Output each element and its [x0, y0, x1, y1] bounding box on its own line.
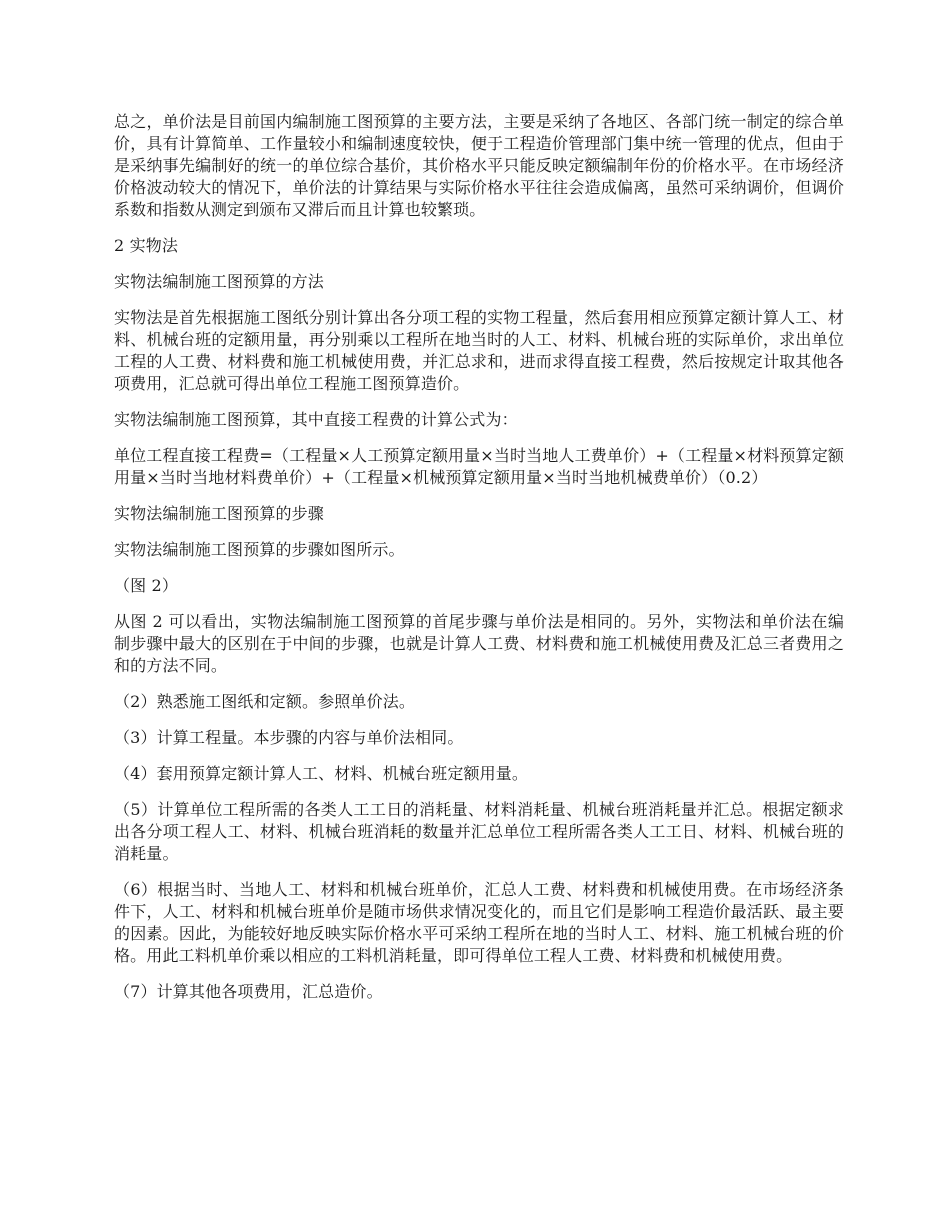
subheading-method: 实物法编制施工图预算的方法: [114, 272, 324, 291]
list-item-step-3: （3）计算工程量。本步骤的内容与单价法相同。: [114, 728, 464, 747]
paragraph-figure-explanation: 从图 2 可以看出，实物法编制施工图预算的首尾步骤与单价法是相同的。另外，实物法和单价法在编制步骤中最大的区别在于中间的步骤，也就是计算人工费、材料费和施工机械使用费及汇总三者费用之和的方法不同。: [114, 612, 844, 675]
paragraph-method-description: 实物法是首先根据施工图纸分别计算出各分项工程的实物工程量，然后套用相应预算定额计算人工、材料、机械台班的定额用量，再分别乘以工程所在地当时的人工、材料、机械台班的实际单价，求出单位工程的人工费、材料费和施工机械使用费，并汇总求和，进而求得直接工程费，然后按规定计取其他各项费用，汇总就可得出单位工程施工图预算造价。: [114, 308, 844, 393]
document-body: [114, 111, 844, 1017]
paragraph-formula-intro: 实物法编制施工图预算，其中直接工程费的计算公式为：: [114, 410, 518, 429]
list-item-step-4: （4）套用预算定额计算人工、材料、机械台班定额用量。: [114, 764, 529, 783]
paragraph-formula: 单位工程直接工程费=（工程量×人工预算定额用量×当时当地人工费单价）+（工程量×材料预算定额用量×当时当地材料费单价）+（工程量×机械预算定额用量×当时当地机械费单价）（0.2）: [114, 446, 844, 487]
figure-reference: （图 2）: [114, 576, 179, 595]
paragraph-unit-price-summary: 总之，单价法是目前国内编制施工图预算的主要方法，主要是采纳了各地区、各部门统一制定的综合单价，具有计算简单、工作量较小和编制速度较快，便于工程造价管理部门集中统一管理的优点，但由于是采纳事先编制好的统一的单位综合基价，其价格水平只能反映定额编制年份的价格水平。在市场经济价格波动较大的情况下，单价法的计算结果与实际价格水平往往会造成偏离，虽然可采纳调价，但调价系数和指数从测定到颁布又滞后而且计算也较繁琐。: [114, 112, 844, 219]
list-item-step-2: （2）熟悉施工图纸和定额。参照单价法。: [114, 692, 416, 711]
paragraph-steps-intro: 实物法编制施工图预算的步骤如图所示。: [114, 540, 405, 559]
list-item-step-6: （6）根据当时、当地人工、材料和机械台班单价，汇总人工费、材料费和机械使用费。在市场经济条件下，人工、材料和机械台班单价是随市场供求情况变化的，而且它们是影响工程造价最活跃、最主要的因素。因此，为能较好地反映实际价格水平可采纳工程所在地的当时人工、材料、施工机械台班的价格。用此工料机单价乘以相应的工料机消耗量，即可得单位工程人工费、材料费和机械使用费。: [114, 880, 844, 965]
list-item-step-5: （5）计算单位工程所需的各类人工工日的消耗量、材料消耗量、机械台班消耗量并汇总。根据定额求出各分项工程人工、材料、机械台班消耗的数量并汇总单位工程所需各类人工工日、材料、机械台班的消耗量。: [114, 800, 844, 863]
list-item-step-7: （7）计算其他各项费用，汇总造价。: [114, 982, 383, 1001]
subheading-steps: 实物法编制施工图预算的步骤: [114, 504, 324, 523]
section-heading-physical-method: 2 实物法: [114, 236, 179, 255]
